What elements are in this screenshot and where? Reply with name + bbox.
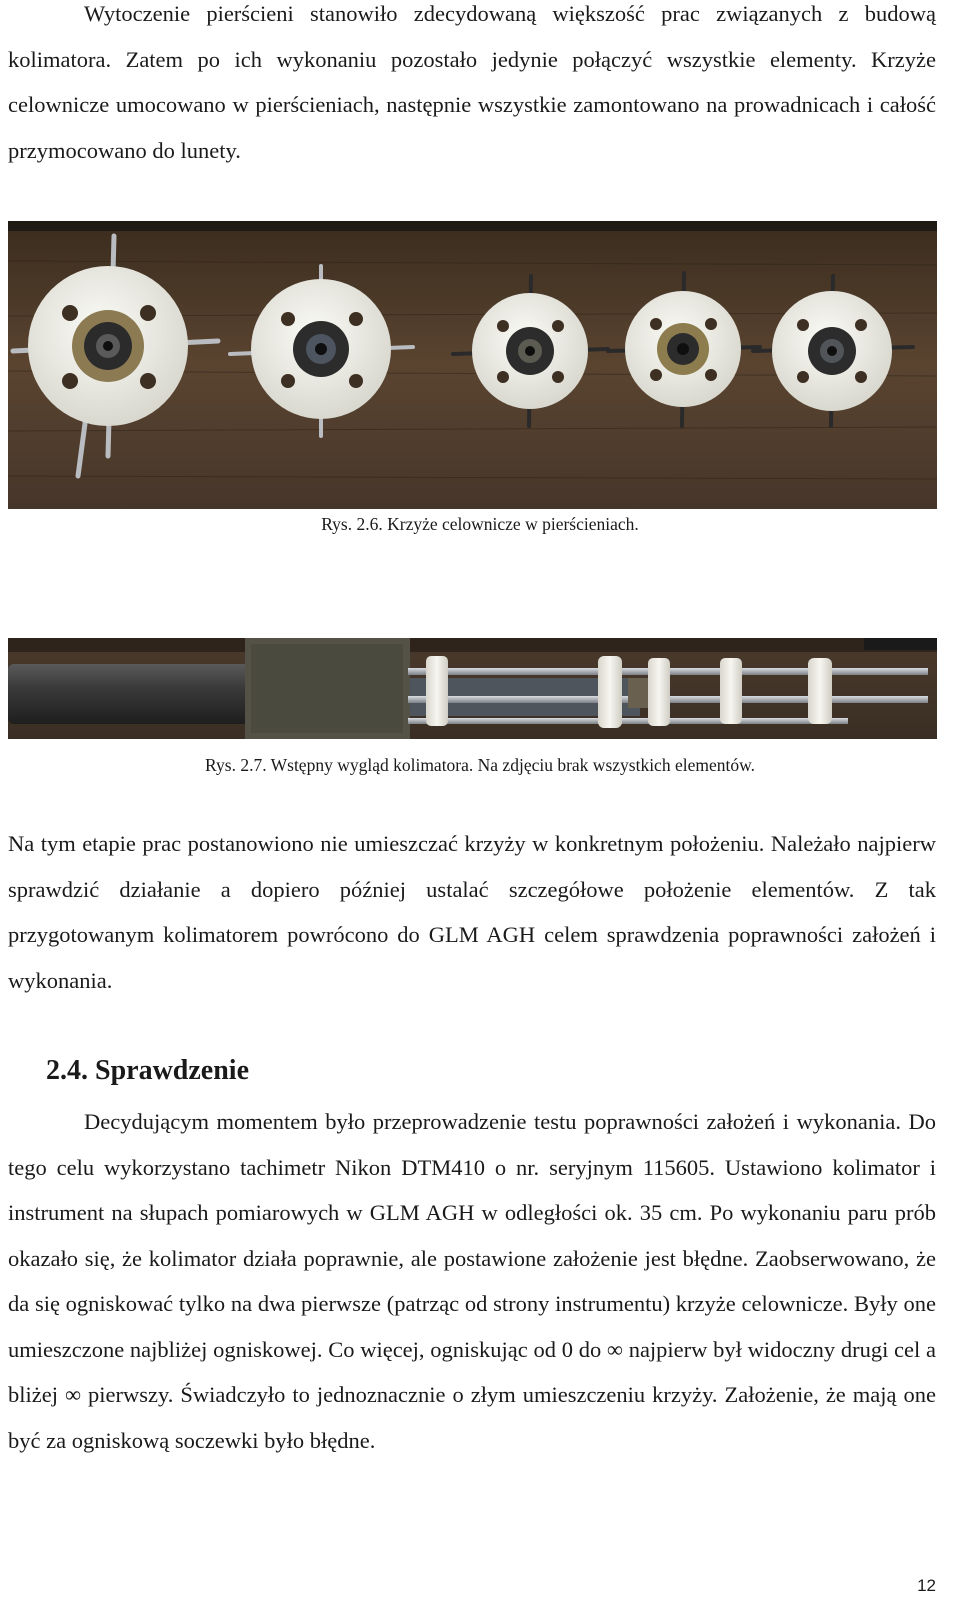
page-number: 12 [917, 1576, 936, 1595]
paragraph-verification: Decydującym momentem było przeprowadzenie testu poprawności założeń i wykonania. Do tego celu wykorzystano tachimetr Nikon DTM410 o nr. seryjnym 115605. Ustawiono kolimator i instrument na słupach pomiarowych w GLM AGH w odległości ok. 35 cm. Po wykonaniu paru prób okazało się, że kolimator działa poprawnie, ale postawione założenie jest błędne. Zaobserwowano, że da się ogniskować tylko na dwa pierwsze (patrząc od strony instrumentu) krzyże celownicze. Były one umieszczone najbliżej ogniskowej. Co więcej, ogniskując od 0 do ∞ najpierw był widoczny drugi cel a bliżej ∞ pierwszy. Świadczyło to jednoznacznie o złym umieszczeniu krzyży. Założenie, że mają one być za ogniskową soczewki było błędne. [8, 1109, 936, 1453]
photo-reticle-rings [8, 221, 937, 509]
photo-collimator-prototype [8, 638, 937, 739]
paragraph-stage: Na tym etapie prac postanowiono nie umieszczać krzyży w konkretnym położeniu. Należało najpierw sprawdzić działanie a dopiero później ustalać szczegółowe położenie elementów. Z tak przygotowanym kolimatorem powrócono do GLM AGH celem sprawdzenia poprawności założeń i wykonania. [8, 831, 936, 993]
figure-caption-2-7: Rys. 2.7. Wstępny wygląd kolimatora. Na zdjęciu brak wszystkich elementów. [205, 755, 755, 775]
figure-caption-2-6: Rys. 2.6. Krzyże celownicze w pierścieniach. [321, 514, 639, 534]
paragraph-intro: Wytoczenie pierścieni stanowiło zdecydowaną większość prac związanych z budową kolimatora. Zatem po ich wykonaniu pozostało jedynie połączyć wszystkie elementy. Krzyże celownicze umocowano w pierścieniach, następnie wszystkie zamontowano na prowadnicach i całość przymocowano do lunety. [8, 1, 936, 163]
section-heading: 2.4. Sprawdzenie [46, 1055, 249, 1086]
